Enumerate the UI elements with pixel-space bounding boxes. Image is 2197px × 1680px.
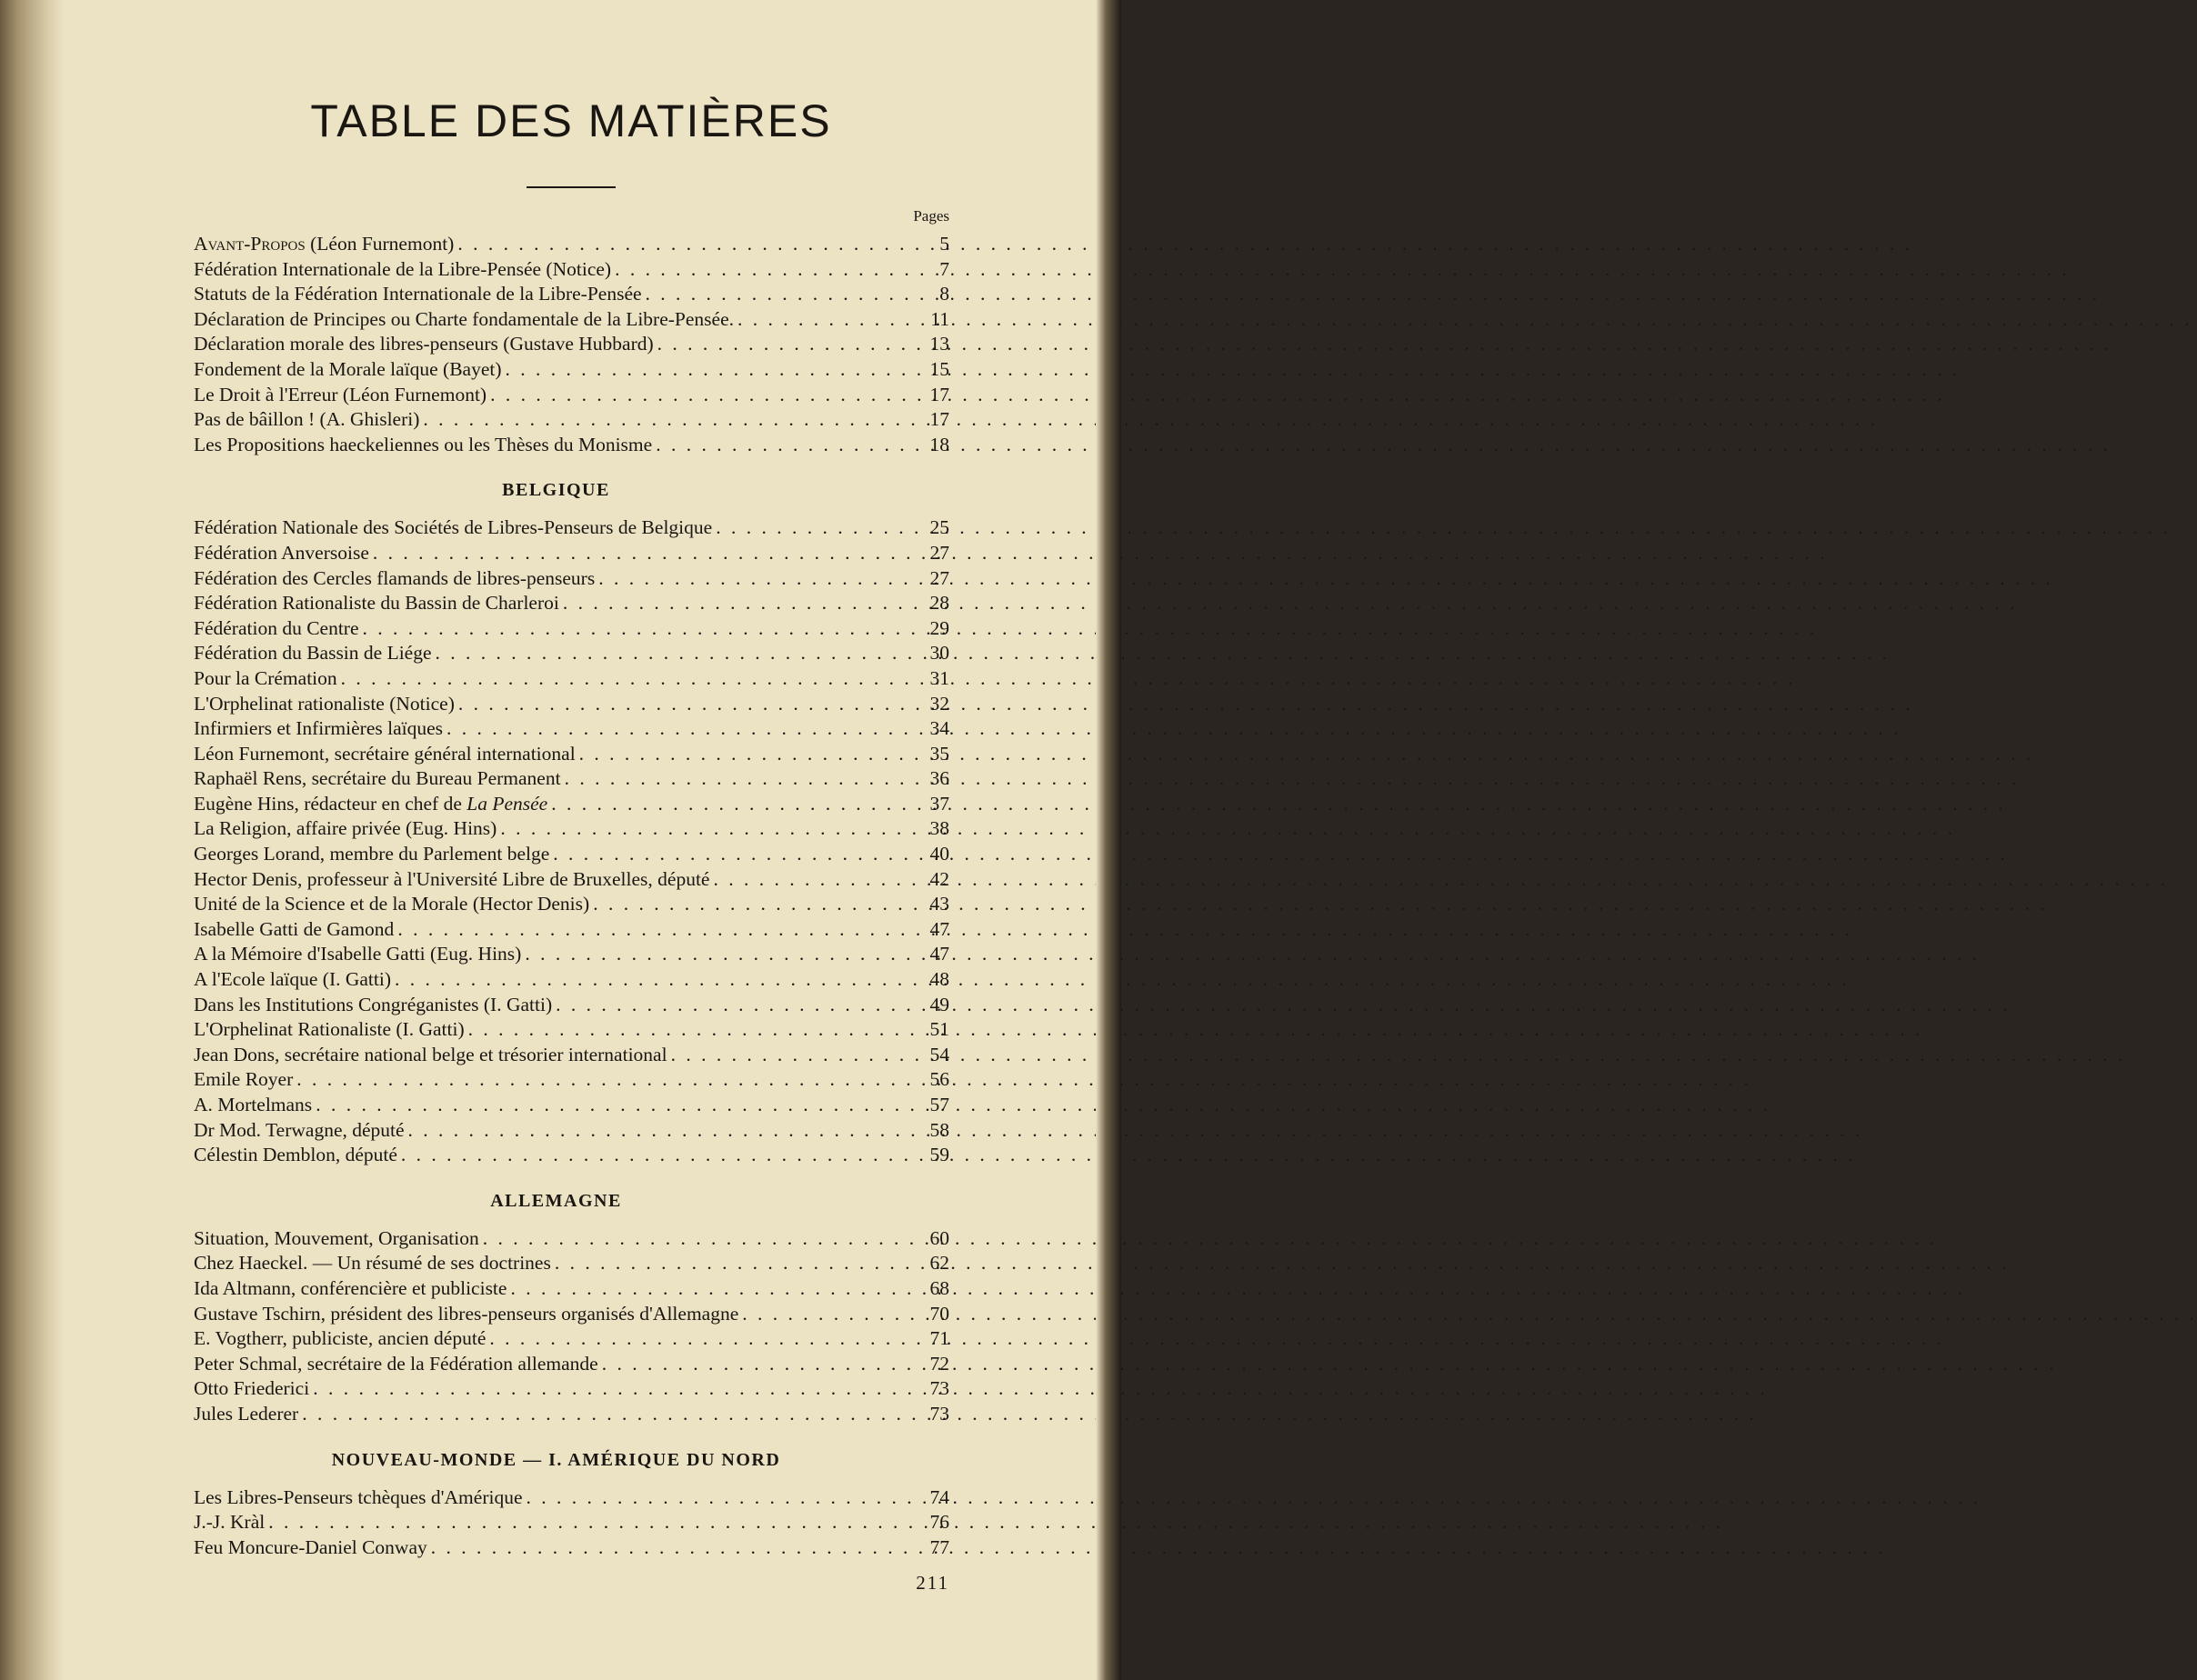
toc-entry-title [194, 842, 549, 867]
toc-entry-title [194, 541, 369, 566]
toc-entry [194, 967, 949, 993]
toc-entry [194, 1402, 949, 1427]
toc-entry-title [194, 257, 611, 283]
toc-entry-title [194, 1143, 397, 1168]
toc-entry-page: 62 [929, 1252, 949, 1275]
toc-entry-title [194, 383, 487, 408]
toc-entry-title [194, 1376, 309, 1402]
toc-entry-page: 17 [929, 408, 949, 431]
toc-entry-title [194, 641, 432, 666]
toc-entry [194, 1485, 949, 1511]
toc-entry-title [194, 433, 652, 458]
toc-entry [194, 616, 949, 642]
toc-entry-text: Les Propositions haeckeliennes ou les Thèses du Monisme [194, 433, 653, 455]
toc-entry-prefix: Avant-Propos [194, 233, 306, 255]
toc-entry [194, 566, 949, 592]
toc-entry [194, 1376, 949, 1402]
dot-leader [432, 641, 918, 666]
toc-entry [194, 942, 949, 967]
toc-entry [194, 1352, 949, 1377]
toc-entry [194, 1251, 949, 1276]
toc-entry [194, 641, 949, 666]
toc-entry-title [194, 1302, 738, 1327]
dot-leader [427, 1535, 918, 1561]
dot-leader [443, 716, 918, 742]
dot-leader [298, 1402, 918, 1427]
toc-entry-page: 35 [929, 742, 949, 765]
dot-leader [486, 1326, 918, 1352]
toc-entry [194, 1510, 949, 1535]
toc-section-intro [194, 232, 949, 457]
toc-entry [194, 1017, 949, 1043]
toc-entry-text: Ida Altmann, conférencière et publiciste [194, 1276, 507, 1299]
toc-entry-text: Hector Denis, professeur à l'Université Libre de Bruxelles, député [194, 867, 710, 890]
toc-entry-text: Emile Royer [194, 1068, 294, 1091]
toc-entry [194, 1535, 949, 1561]
toc-entry-page: 43 [929, 893, 949, 915]
section-heading-nouveau-monde: NOUVEAU-MONDE — I. AMÉRIQUE DU NORD [331, 1449, 781, 1470]
toc-entry-title [194, 792, 547, 817]
toc-entry [194, 1118, 949, 1144]
toc-entry-text: Fédération Rationaliste du Bassin de Charleroi [194, 592, 559, 615]
toc-entry-text: Déclaration de Principes ou Charte fondamentale de la Libre-Pensée. [194, 307, 735, 330]
toc-entry-page: 36 [929, 767, 949, 790]
toc-entry-title [194, 1326, 486, 1352]
toc-entry-title [194, 867, 709, 893]
title-rule [527, 186, 616, 188]
toc-entry [194, 917, 949, 943]
toc-entry-text: Léon Furnemont, secrétaire général international [194, 742, 576, 765]
toc-entry [194, 407, 949, 433]
toc-entry-title [194, 232, 454, 257]
toc-entry [194, 1326, 949, 1352]
dot-leader [479, 1226, 918, 1252]
dot-leader [265, 1510, 918, 1535]
toc-entry-title [194, 742, 576, 767]
toc-entry-page: 60 [929, 1226, 949, 1249]
toc-entry-page: 77 [929, 1535, 949, 1558]
toc-entry-text: Fédération Nationale des Sociétés de Libres-Penseurs de Belgique [194, 516, 713, 539]
dot-leader [394, 917, 918, 943]
toc-entry-page: 17 [929, 383, 949, 405]
toc-entry-text: Déclaration morale des libres-penseurs (Gustave Hubbard) [194, 333, 654, 355]
toc-entry [194, 307, 949, 333]
toc-entry-title [194, 1118, 405, 1144]
toc-entry-page: 70 [929, 1302, 949, 1325]
toc-entry-title [194, 666, 337, 692]
toc-entry-page: 47 [929, 917, 949, 940]
toc-entry-title [194, 566, 595, 592]
toc-entry-title [194, 716, 443, 742]
toc-entry-text: Jean Dons, secrétaire national belge et trésorier international [194, 1043, 667, 1065]
toc-entry-page: 71 [929, 1327, 949, 1350]
toc-entry-title [194, 1067, 293, 1093]
toc-entry-text: A la Mémoire d'Isabelle Gatti (Eug. Hins) [194, 943, 522, 965]
dot-leader [652, 433, 918, 458]
dot-leader [654, 332, 918, 357]
toc-entry-text: E. Vogtherr, publiciste, ancien député [194, 1327, 487, 1350]
toc-entry [194, 541, 949, 566]
toc-entry [194, 766, 949, 792]
toc-entry-page: 73 [929, 1402, 949, 1425]
toc-entry-text: Fédération du Bassin de Liége [194, 642, 432, 665]
dot-leader [309, 1376, 918, 1402]
toc-section-belgique [194, 515, 949, 1167]
toc-entry-page: 18 [929, 433, 949, 455]
toc-entry-text: Dr Mod. Terwagne, député [194, 1118, 405, 1141]
dot-leader [497, 816, 918, 842]
toc-entry-text: Le Droit à l'Erreur (Léon Furnemont) [194, 383, 487, 405]
table-of-contents [194, 232, 949, 1560]
toc-entry-title [194, 692, 455, 717]
pages-column-label: Pages [913, 207, 949, 225]
toc-entry-text: Georges Lorand, membre du Parlement belge [194, 843, 550, 865]
toc-entry-text: L'Orphelinat Rationaliste (I. Gatti) [194, 1018, 465, 1041]
toc-entry-page: 51 [929, 1018, 949, 1041]
section-heading-allemagne: ALLEMAGNE [490, 1190, 622, 1211]
toc-entry-title [194, 1510, 265, 1535]
toc-entry-text: Feu Moncure-Daniel Conway [194, 1535, 427, 1558]
dot-leader [465, 1017, 918, 1043]
toc-entry-text: A. Mortelmans [194, 1094, 313, 1115]
dot-leader [559, 591, 918, 616]
toc-entry-page: 13 [929, 333, 949, 355]
toc-entry-page: 68 [929, 1276, 949, 1299]
toc-entry [194, 842, 949, 867]
toc-entry-page: 15 [929, 357, 949, 380]
toc-entry-title [194, 942, 521, 967]
toc-entry-text: Chez Haeckel. — Un résumé de ses doctrines [194, 1252, 551, 1275]
toc-entry-title [194, 917, 394, 943]
toc-entry [194, 433, 949, 458]
dot-leader [598, 1352, 918, 1377]
dot-leader [455, 692, 918, 717]
toc-entry-title [194, 407, 419, 433]
toc-entry-title [194, 1043, 667, 1068]
toc-entry-page: 28 [929, 592, 949, 615]
toc-entry-page: 76 [929, 1511, 949, 1534]
dot-leader [551, 1251, 918, 1276]
dot-leader [397, 1143, 918, 1168]
toc-entry-page: 30 [929, 642, 949, 665]
toc-entry [194, 692, 949, 717]
dot-leader [521, 942, 918, 967]
dot-leader [312, 1093, 918, 1118]
toc-section-allemagne [194, 1226, 949, 1427]
dot-leader [487, 383, 918, 408]
toc-entry-text: Peter Schmal, secrétaire de la Fédération allemande [194, 1352, 598, 1375]
toc-entry-text: Célestin Demblon, député [194, 1144, 397, 1166]
toc-entry [194, 591, 949, 616]
toc-entry-text: Unité de la Science et de la Morale (Hector Denis) [194, 893, 590, 915]
toc-entry-page: 72 [929, 1352, 949, 1375]
toc-entry [194, 1093, 949, 1118]
toc-entry-title [194, 766, 561, 792]
toc-entry-page: 27 [929, 566, 949, 589]
toc-entry [194, 357, 949, 383]
toc-entry-title [194, 993, 552, 1018]
toc-entry-italic: La Pensée [466, 792, 548, 815]
toc-entry-page: 34 [929, 717, 949, 740]
toc-entry-text: Jules Lederer [194, 1402, 299, 1425]
toc-section-nouveau-monde [194, 1485, 949, 1561]
toc-entry [194, 666, 949, 692]
toc-entry-title [194, 816, 497, 842]
toc-entry-text: L'Orphelinat rationaliste (Notice) [194, 692, 455, 715]
dot-leader [523, 1485, 918, 1511]
dot-leader [293, 1067, 918, 1093]
dot-leader [549, 842, 918, 867]
toc-entry-page: 32 [929, 692, 949, 715]
toc-entry-page: 57 [929, 1094, 949, 1115]
toc-entry-page: 74 [929, 1485, 949, 1508]
toc-entry-text: Les Libres-Penseurs tchèques d'Amérique [194, 1485, 523, 1508]
toc-entry-title [194, 1251, 551, 1276]
toc-entry [194, 867, 949, 893]
toc-entry [194, 1143, 949, 1168]
dot-leader [391, 967, 918, 993]
toc-entry [194, 716, 949, 742]
toc-entry [194, 742, 949, 767]
toc-entry-text: Fédération du Centre [194, 616, 359, 639]
toc-entry-title [194, 515, 712, 541]
toc-entry [194, 257, 949, 283]
toc-entry-text: J.-J. Kràl [194, 1511, 266, 1534]
dot-leader [611, 257, 918, 283]
toc-entry-title [194, 616, 359, 642]
dot-leader [337, 666, 918, 692]
toc-entry-page: 11 [930, 307, 949, 330]
dot-leader [589, 892, 918, 917]
toc-entry-page: 29 [929, 616, 949, 639]
toc-entry-text: Statuts de la Fédération Internationale de la Libre-Pensée [194, 283, 642, 305]
toc-entry-text: Fondement de la Morale laïque (Bayet) [194, 357, 502, 380]
toc-entry [194, 1226, 949, 1252]
toc-entry-title [194, 967, 391, 993]
toc-entry [194, 383, 949, 408]
toc-entry [194, 515, 949, 541]
toc-entry-title [194, 282, 642, 307]
dot-leader [709, 867, 918, 893]
toc-entry [194, 232, 949, 257]
toc-entry [194, 1043, 949, 1068]
dot-leader [405, 1118, 918, 1144]
dot-leader [561, 766, 918, 792]
toc-entry-text: Situation, Mouvement, Organisation [194, 1226, 479, 1249]
dot-leader [419, 407, 918, 433]
toc-entry-text: Isabelle Gatti de Gamond [194, 917, 395, 940]
toc-entry-page: 38 [929, 817, 949, 840]
page-number: 211 [916, 1572, 949, 1594]
toc-entry-page: 25 [929, 516, 949, 539]
toc-entry-page: 31 [929, 666, 949, 689]
toc-entry-title [194, 1017, 465, 1043]
dot-leader [547, 792, 918, 817]
toc-entry [194, 892, 949, 917]
dot-leader [507, 1276, 918, 1302]
dot-leader [454, 232, 918, 257]
toc-entry [194, 1302, 949, 1327]
dot-leader [738, 1302, 918, 1327]
toc-entry-text: Fédération Anversoise [194, 541, 369, 564]
toc-entry-text: A l'Ecole laïque (I. Gatti) [194, 968, 392, 991]
toc-entry-title [194, 332, 654, 357]
toc-entry-page: 58 [929, 1118, 949, 1141]
toc-entry-text: Gustave Tschirn, président des libres-penseurs organisés d'Allemagne [194, 1302, 739, 1325]
toc-entry [194, 282, 949, 307]
section-heading-belgique: BELGIQUE [502, 480, 610, 501]
toc-entry-page: 7 [939, 257, 949, 280]
toc-entry-page: 5 [939, 233, 949, 255]
dot-leader [642, 282, 918, 307]
toc-entry-title [194, 357, 502, 383]
toc-entry-page: 73 [929, 1377, 949, 1400]
toc-entry-text: Fédération des Cercles flamands de libres-penseurs [194, 566, 596, 589]
dot-leader [734, 307, 918, 333]
toc-entry-page: 47 [929, 943, 949, 965]
toc-entry-text: Pas de bâillon ! (A. Ghisleri) [194, 408, 420, 431]
toc-entry-page: 27 [929, 541, 949, 564]
toc-entry-page: 42 [929, 867, 949, 890]
toc-entry-title [194, 307, 734, 333]
dot-leader [576, 742, 918, 767]
dot-leader [667, 1043, 918, 1068]
toc-entry-page: 54 [929, 1043, 949, 1065]
toc-entry [194, 1276, 949, 1302]
toc-entry-text: Pour la Crémation [194, 666, 337, 689]
toc-entry [194, 1067, 949, 1093]
dot-leader [359, 616, 918, 642]
toc-entry [194, 816, 949, 842]
dot-leader [712, 515, 918, 541]
toc-entry-title [194, 1535, 427, 1561]
toc-entry-title [194, 1276, 507, 1302]
toc-entry-page: 40 [929, 843, 949, 865]
toc-entry [194, 993, 949, 1018]
toc-entry-page: 49 [929, 993, 949, 1015]
toc-entry-text: Eugène Hins, rédacteur en chef de [194, 792, 467, 815]
toc-entry-title [194, 1093, 312, 1118]
dot-leader [369, 541, 918, 566]
toc-entry [194, 332, 949, 357]
dot-leader [502, 357, 918, 383]
dot-leader [552, 993, 918, 1018]
dot-leader [595, 566, 918, 592]
toc-entry-text: Raphaël Rens, secrétaire du Bureau Permanent [194, 767, 561, 790]
toc-entry-page: 48 [929, 968, 949, 991]
toc-entry-page: 59 [929, 1144, 949, 1166]
toc-entry-title [194, 1402, 298, 1427]
toc-entry-title [194, 1352, 598, 1377]
toc-entry-text: Otto Friederici [194, 1377, 310, 1400]
toc-entry-text: La Religion, affaire privée (Eug. Hins) [194, 817, 497, 840]
toc-entry-page: 56 [929, 1068, 949, 1091]
toc-entry-title [194, 1226, 479, 1252]
toc-entry-title [194, 1485, 523, 1511]
toc-entry-text: Dans les Institutions Congréganistes (I. Gatti) [194, 993, 553, 1015]
toc-entry-page: 8 [939, 283, 949, 305]
toc-entry-text: (Léon Furnemont) [305, 233, 455, 255]
toc-entry-title [194, 591, 559, 616]
toc-entry [194, 792, 949, 817]
toc-entry-text: Fédération Internationale de la Libre-Pensée (Notice) [194, 257, 612, 280]
toc-entry-title [194, 892, 589, 917]
toc-entry-page: 37 [929, 792, 949, 815]
toc-entry-text: Infirmiers et Infirmières laïques [194, 717, 444, 740]
page-title: TABLE DES MATIÈRES [310, 95, 832, 146]
